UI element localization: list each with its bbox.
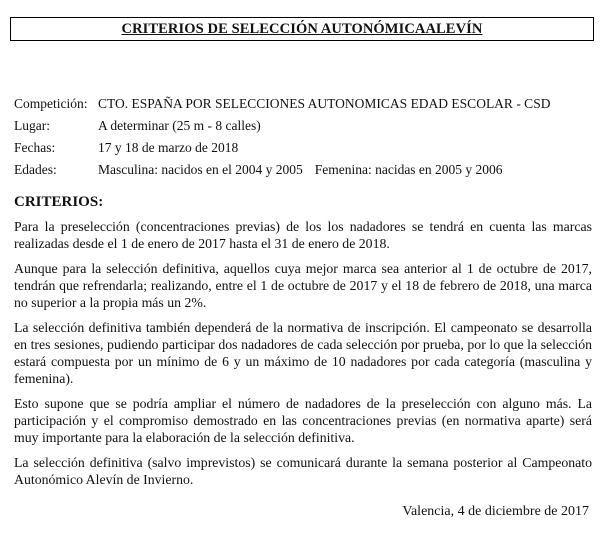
document-title: CRITERIOS DE SELECCIÓN AUTONÓMICAALEVÍN bbox=[121, 20, 483, 37]
info-value: CTO. ESPAÑA POR SELECCIONES AUTONOMICAS EDAD ESCOLAR - CSD bbox=[98, 96, 551, 111]
info-label: Edades: bbox=[14, 162, 57, 177]
paragraph: Para la preselección (concentraciones previas) de los los nadadores se tendrá en cuenta las marcas realizadas desde el 1 de enero de 2017 hasta el 31 de enero de 2018. bbox=[14, 219, 592, 251]
paragraph: La selección definitiva (salvo imprevistos) se comunicará durante la semana posterior al Campeonato Autonómico Alevín de Invierno. bbox=[14, 455, 592, 487]
info-label: Fechas: bbox=[14, 140, 56, 155]
title-box bbox=[10, 17, 594, 41]
competition-info bbox=[14, 93, 550, 181]
info-row-edades bbox=[14, 159, 550, 181]
info-value: 17 y 18 de marzo de 2018 bbox=[98, 140, 239, 155]
info-value-masculina: Masculina: nacidos en el 2004 y 2005 bbox=[98, 162, 303, 177]
paragraph: Aunque para la selección definitiva, aquellos cuya mejor marca sea anterior al 1 de octubre de 2017, tendrán que refrendarla; realizando, entre el 1 de octubre de 2017 y el 18 de febrero de 2018, una marca no superior a la propia más un 2%. bbox=[14, 261, 592, 310]
signature-date: Valencia, 4 de diciembre de 2017 bbox=[402, 504, 589, 519]
criterios-body bbox=[14, 218, 592, 496]
paragraph: Esto supone que se podría ampliar el número de nadadores de la preselección con alguno más. La participación y el compromiso demostrado en las concentraciones previas (en normativa aparte) será muy importante para la elaboración de la selección definitiva. bbox=[14, 396, 592, 445]
info-label: Competición: bbox=[14, 96, 88, 111]
info-row-lugar bbox=[14, 115, 550, 137]
criterios-heading: CRITERIOS: bbox=[14, 194, 104, 210]
paragraph: La selección definitiva también dependerá de la normativa de inscripción. El campeonato se desarrolla en tres sesiones, pudiendo participar dos nadadores de cada selección por prueba, por lo que la selección estará compuesta por un mínimo de 6 y un máximo de 10 nadadores por cada categoría (masculina y femenina). bbox=[14, 320, 592, 386]
info-value-femenina: Femenina: nacidas en 2005 y 2006 bbox=[314, 162, 503, 177]
info-value: A determinar (25 m - 8 calles) bbox=[98, 118, 261, 133]
info-row-competicion bbox=[14, 93, 550, 115]
info-row-fechas bbox=[14, 137, 550, 159]
info-label: Lugar: bbox=[14, 118, 50, 133]
